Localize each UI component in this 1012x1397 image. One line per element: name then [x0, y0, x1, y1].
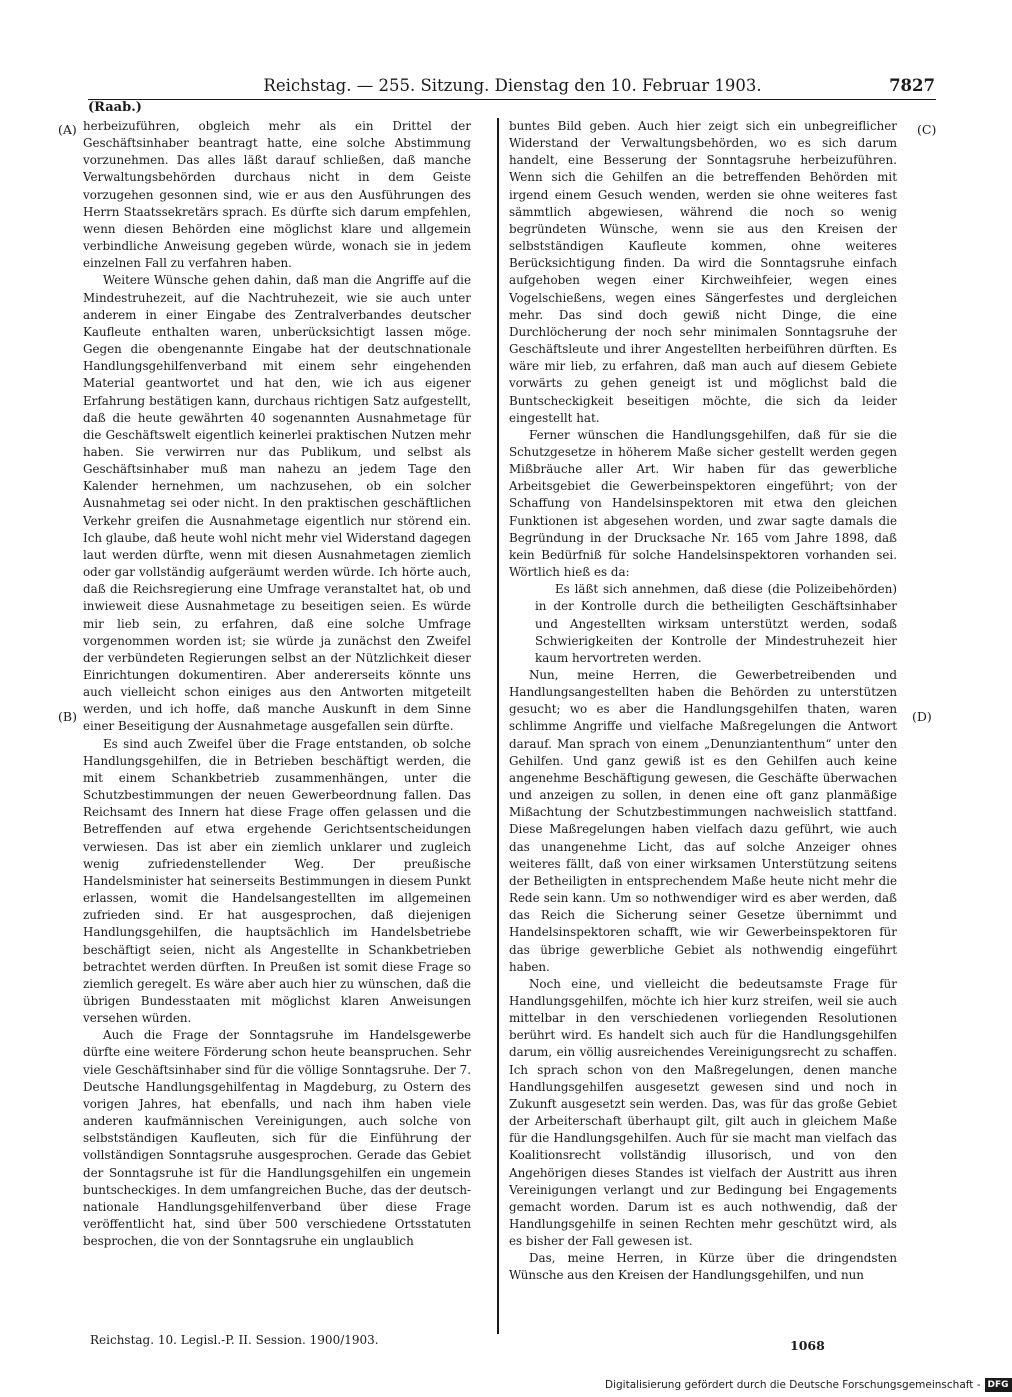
header-title: Reichstag. — 255. Sitzung. Dienstag den 10. Februar 1903. — [263, 76, 762, 95]
header-rule — [88, 99, 936, 100]
paragraph: Noch eine, und vielleicht die bedeutsamste Frage für Handlungsgehilfen, möchte ich hier kurz streifen, weil sie auch mittelbar in den verschiedenen vorliegenden Resolutionen berührt wird. Es handelt sich auch für die Handlungsgehilfen darum, ein völlig ausreichendes Vereinigungsrecht zu schaffen. Ich sprach schon von den Maßregelungen, denen manche Handlungsgehilfen ausgesetzt gewesen sind und noch in Zukunft ausgesetzt sein werden. Das, was für das große Gebiet der Arbeiterschaft überhaupt gilt, gilt auch in gleichem Maße für die Handlungsgehilfen. Auch für sie macht man vielfach das Koalitionsrecht vollständig illusorisch, und von den Angehörigen dieses Standes ist vielfach der Austritt aus ihren Vereinigungen verlangt und zur Bedingung bei Engagements gemacht worden. Darum ist es auch nothwendig, daß der Handlungsgehilfe in seinen Rechten mehr geschützt wird, als es bisher der Fall gewesen ist. — [509, 976, 897, 1249]
paragraph: herbeizuführen, obgleich mehr als ein Drittel der Geschäftsinhaber beantragt hatte, eine solche Abstimmung vorzunehmen. Das alles läßt darauf schließen, daß manche Verwaltungsbehörden durchaus nicht in dem Geiste vorzugehen gesonnen sind, wie er aus den Ausführungen des Herrn Staatssekretärs sprach. Es dürfte sich darum empfehlen, wenn diesen Behörden eine möglichst klare und allgemein verbindliche Anweisung gegeben würde, wonach sie in jedem einzelnen Fall zu verfahren haben. — [83, 119, 471, 271]
page-header — [90, 74, 935, 98]
paragraph: Das, meine Herren, in Kürze über die dringendsten Wünsche aus den Kreisen der Handlungsgehilfen, und nun — [509, 1251, 897, 1283]
column-divider — [497, 118, 499, 1334]
margin-marker-a: (A) — [58, 122, 77, 137]
left-column — [83, 118, 471, 1368]
page-number: 7827 — [889, 76, 935, 95]
block-quote: Es läßt sich annehmen, daß diese (die Polizeibehörden) in der Kontrolle durch die betheiligten Geschäftsinhaber und Angestellten wirksam unterstützt werden, sodaß Schwierigkeiten der Kontrolle der Mindestruhezeit hier kaum hervortreten werden. — [535, 582, 897, 665]
credit-text: Digitalisierung gefördert durch die Deutsche Forschungsgemeinschaft - — [605, 1379, 981, 1391]
paragraph: Ferner wünschen die Handlungsgehilfen, daß für sie die Schutzgesetze in höherem Maße sicher gestellt werden gegen Mißbräuche aller Art. Wir haben für das gewerbliche Arbeitsgebiet die Gewerbeinspektoren eingeführt; von der Schaffung von Handelsinspektoren mit etwa den gleichen Funktionen ist abgesehen worden, und zwar sagte damals die Begründung in der Drucksache Nr. 165 vom Jahre 1898, daß kein Bedürfniß für solche Handelsinspektoren vorhanden sei. Wörtlich hieß es da: — [509, 427, 897, 580]
paragraph: Nun, meine Herren, die Gewerbetreibenden und Handlungsangestellten haben die Behörden zu unterstützen gesucht; wo es aber die Handlungsgehilfen thaten, waren schlimme Angriffe und vielfache Maßregelungen die Antwort darauf. Man sprach von einem „Denunziantenthum“ unter den Gehilfen. Und ganz gewiß ist es den Gehilfen auch keine angenehme Beschäftigung gewesen, die Geschäfte überwachen und anzeigen zu sollen, in denen eine oft ganz planmäßige Mißachtung der Schutzbestimmungen nachweislich stattfand. Diese Maßregelungen haben vielfach dazu geführt, wie auch das unangenehme Licht, das auf solche Anzeiger ohnes weiteres fällt, daß von einer wirksamen Unterstützung seitens der Betheiligten in entsprechendem Maße heute nicht mehr die Rede sein kann. Um so nothwendiger wird es aber werden, daß das Reich die Sicherung seiner Gesetze übernimmt und Handelsinspektoren schafft, wie wir Gewerbeinspektoren für das übrige gewerbliche Gebiet als nothwendig eingeführt haben. — [509, 668, 897, 974]
paragraph: Es sind auch Zweifel über die Frage entstanden, ob solche Handlungsgehilfen, die in Betrieben beschäftigt werden, die mit einem Schankbetrieb zusammenhängen, unter die Schutzbestimmungen der neuen Gewerbeordnung fallen. Das Reichsamt des Innern hat diese Frage offen gelassen und die Betreffenden auf etwa ergehende Gerichtsentscheidungen verwiesen. Das ist aber ein ziemlich unklarer und zugleich wenig zufriedenstellender Weg. Der preußische Handelsminister hat seinerseits Bestimmungen in diesem Punkt erlassen, womit die Handelsangestellten im allgemeinen zufrieden sind. Er hat ausgesprochen, daß diejenigen Handlungsgehilfen, die hauptsächlich im Handelsbetriebe beschäftigt seien, nicht als Angestellte in Schankbetrieben betrachtet werden dürften. In Preußen ist somit diese Frage so ziemlich geregelt. Es wäre aber auch hier zu wünschen, daß die übrigen Bundesstaaten mit möglichst klaren Anweisungen versehen würden. — [83, 736, 471, 1026]
speaker-name: (Raab.) — [88, 100, 142, 115]
margin-marker-c: (C) — [917, 122, 937, 137]
right-column — [509, 118, 897, 1368]
paragraph: Auch die Frage der Sonntagsruhe im Handelsgewerbe dürfte eine weitere Förderung schon heute beanspruchen. Sehr viele Geschäftsinhaber sind für die völlige Sonntagsruhe. Der 7. Deutsche Handlungsgehilfentag in Magdeburg, zu Ostern des vorigen Jahres, hat ebenfalls, und nach ihm haben viele anderen kaufmännischen Vereinigungen, auch solche von selbstständigen Kaufleuten, sich für die Einführung der vollständigen Sonntagsruhe ausgesprochen. Gerade das Gebiet der Sonntagsruhe ist für die Handlungsgehilfen ein ungemein buntscheckiges. In dem umfangreichen Buche, das der deutsch-nationale Handlungsgehilfenverband über diese Frage veröffentlicht hat, sind über 500 verschiedene Ortsstatuten besprochen, die von der Sonntagsruhe ein unglaublich — [83, 1028, 471, 1249]
paragraph: buntes Bild geben. Auch hier zeigt sich ein unbegreiflicher Widerstand der Verwaltungsbehörden, wo es sich darum handelt, eine Besserung der Sonntagsruhe herbeizuführen. Wenn sich die Gehilfen an die betreffenden Behörden mit irgend einem Gesuch wenden, werden sie ohne weiteres fast sämmtlich abgewiesen, während die noch so wenig begründeten Wünsche, wenn sie aus den Kreisen der selbstständigen Kaufleute kommen, ohne weiteres Berücksichtigung finden. Da wird die Sonntagsruhe einfach aufgehoben wegen einer Kirchweihfeier, wegen eines Vogelschießens, wegen eines Sängerfestes und dergleichen mehr. Das sind doch gewiß nicht Dinge, die eine Durchlöcherung der noch sehr minimalen Sonntagsruhe der Geschäftsleute und ihrer Angestellten herbeiführen dürften. Es wäre mir lieb, zu erfahren, daß man auch auf diesem Gebiete vorwärts zu gehen geneigt ist und möglichst bald die Buntscheckigkeit beseitigen möchte, die sich da leider eingestellt hat. — [509, 119, 897, 425]
footer-sheet-number: 1068 — [790, 1338, 825, 1353]
dfg-logo: DFG — [985, 1378, 1012, 1392]
footer-session-line: Reichstag. 10. Legisl.-P. II. Session. 1900/1903. — [90, 1333, 379, 1347]
paragraph: Weitere Wünsche gehen dahin, daß man die Angriffe auf die Mindestruhezeit, auf die Nachtruhezeit, wie sie auch unter anderem in einer Eingabe des Zentralverbandes deutscher Kaufleute enthalten waren, unberücksichtigt lassen möge. Gegen die obengenannte Eingabe hat der deutschnationale Handlungsgehilfenverband mit einem sehr eingehenden Material geantwortet und hat den, wie ich aus eigener Erfahrung bestätigen kann, durchaus richtigen Satz aufgestellt, daß die heute gewährten 40 sogenannten Ausnahmetage für die Geschäftswelt eigentlich keinerlei praktischen Nutzen mehr haben. Sie verwirren nur das Publikum, und selbst als Geschäftsinhaber muß man nahezu an jedem Tage den Kalender hernehmen, um nachzusehen, ob ein solcher Ausnahmetag sei oder nicht. In den praktischen geschäftlichen Verkehr greifen die Ausnahmetage eigentlich nur störend ein. Ich glaube, daß heute wohl nicht mehr viel Widerstand dagegen laut werden dürfte, wenn mit diesen Ausnahmetagen ziemlich oder gar vollständig aufgeräumt werden würde. Ich hörte auch, daß die Reichsregierung eine Umfrage veranstaltet hat, ob und inwieweit diese Ausnahmetage zu beseitigen seien. Es würde mir lieb sein, zu erfahren, daß eine solche Umfrage vorgenommen worden ist; sie würde ja zunächst den Zweifel der verbündeten Regierungen selbst an der Nützlichkeit dieser Einrichtungen dokumentiren. Aber andererseits könnte uns auch vielleicht schon einiges aus den Antworten mitgeteilt werden, und ich hoffe, daß manche Auskunft in dem Sinne einer Beseitigung der Ausnahmetage ausgefallen sein dürfte. — [83, 273, 471, 734]
margin-marker-d: (D) — [912, 709, 932, 724]
digitization-credit — [605, 1378, 1012, 1392]
margin-marker-b: (B) — [58, 709, 77, 724]
